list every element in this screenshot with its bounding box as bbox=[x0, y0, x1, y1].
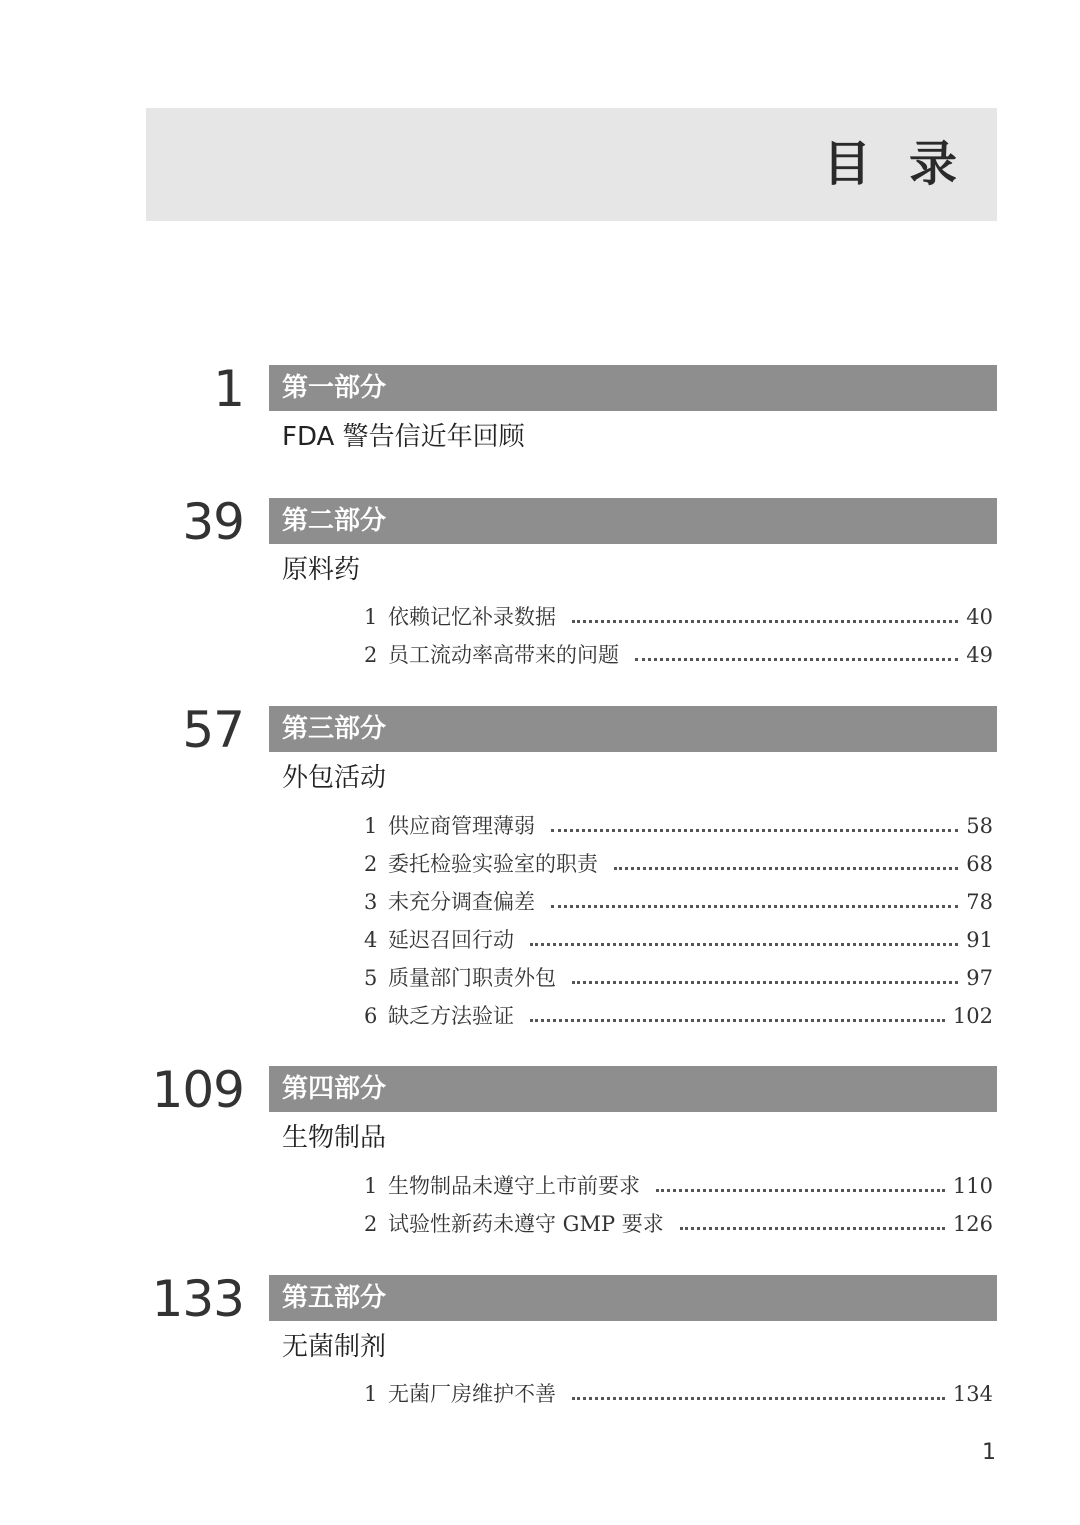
toc-chapter-entry[interactable] bbox=[364, 1378, 993, 1408]
dot-leader bbox=[680, 1227, 945, 1230]
dot-leader bbox=[572, 620, 958, 623]
part-subtitle[interactable]: 生物制品 bbox=[282, 1123, 387, 1153]
part-subtitle[interactable]: 原料药 bbox=[282, 555, 361, 585]
part-bar bbox=[269, 1066, 997, 1112]
dot-leader bbox=[551, 829, 958, 832]
part-page-number: 39 bbox=[182, 493, 244, 551]
chapter-title: 依赖记忆补录数据 bbox=[388, 605, 556, 629]
chapter-title: 延迟召回行动 bbox=[388, 928, 514, 952]
chapter-page: 91 bbox=[966, 928, 993, 952]
part-label: 第三部分 bbox=[282, 714, 387, 744]
chapter-title: 无菌厂房维护不善 bbox=[388, 1382, 556, 1406]
dot-leader bbox=[551, 905, 958, 908]
part-page-number: 1 bbox=[213, 360, 244, 418]
chapter-page: 110 bbox=[952, 1174, 993, 1198]
toc-chapter-entry[interactable] bbox=[364, 1170, 993, 1200]
chapter-number: 4 bbox=[364, 928, 378, 952]
part-page-number: 57 bbox=[182, 701, 244, 759]
part-label: 第五部分 bbox=[282, 1283, 387, 1313]
chapter-title: 质量部门职责外包 bbox=[388, 966, 556, 990]
part-bar bbox=[269, 706, 997, 752]
chapter-number: 1 bbox=[364, 814, 378, 838]
part-bar bbox=[269, 365, 997, 411]
chapter-title: 生物制品未遵守上市前要求 bbox=[388, 1174, 640, 1198]
chapter-page: 58 bbox=[966, 814, 993, 838]
chapter-page: 97 bbox=[966, 966, 993, 990]
dot-leader bbox=[572, 1397, 945, 1400]
part-bar bbox=[269, 498, 997, 544]
toc-chapter-entry[interactable] bbox=[364, 1000, 993, 1030]
chapter-number: 5 bbox=[364, 966, 378, 990]
chapter-number: 1 bbox=[364, 1382, 378, 1406]
dot-leader bbox=[656, 1189, 945, 1192]
part-subtitle[interactable]: 外包活动 bbox=[282, 763, 387, 793]
dot-leader bbox=[572, 981, 958, 984]
chapter-number: 2 bbox=[364, 643, 378, 667]
chapter-page: 68 bbox=[966, 852, 993, 876]
chapter-page: 102 bbox=[952, 1004, 993, 1028]
chapter-page: 40 bbox=[966, 605, 993, 629]
chapter-page: 126 bbox=[952, 1212, 993, 1236]
chapter-title: 缺乏方法验证 bbox=[388, 1004, 514, 1028]
chapter-title: 试验性新药未遵守 GMP 要求 bbox=[388, 1212, 664, 1236]
chapter-page: 134 bbox=[952, 1382, 993, 1406]
chapter-title: 委托检验实验室的职责 bbox=[388, 852, 598, 876]
dot-leader bbox=[530, 1019, 945, 1022]
part-page-number: 133 bbox=[151, 1270, 244, 1328]
toc-chapter-entry[interactable] bbox=[364, 848, 993, 878]
toc-chapter-entry[interactable] bbox=[364, 639, 993, 669]
chapter-page: 78 bbox=[966, 890, 993, 914]
toc-chapter-entry[interactable] bbox=[364, 924, 993, 954]
toc-chapter-entry[interactable] bbox=[364, 886, 993, 916]
part-label: 第二部分 bbox=[282, 506, 387, 536]
part-label: 第一部分 bbox=[282, 373, 387, 403]
dot-leader bbox=[614, 867, 958, 870]
chapter-number: 2 bbox=[364, 852, 378, 876]
toc-title: 目录 bbox=[822, 136, 995, 192]
chapter-number: 3 bbox=[364, 890, 378, 914]
page-number: 1 bbox=[982, 1440, 996, 1465]
toc-chapter-entry[interactable] bbox=[364, 1208, 993, 1238]
part-page-number: 109 bbox=[151, 1061, 244, 1119]
dot-leader bbox=[530, 943, 958, 946]
chapter-page: 49 bbox=[966, 643, 993, 667]
chapter-number: 2 bbox=[364, 1212, 378, 1236]
toc-title-band bbox=[146, 108, 997, 221]
chapter-title: 未充分调查偏差 bbox=[388, 890, 535, 914]
part-bar bbox=[269, 1275, 997, 1321]
chapter-title: 供应商管理薄弱 bbox=[388, 814, 535, 838]
part-subtitle[interactable]: FDA 警告信近年回顾 bbox=[282, 422, 525, 452]
toc-chapter-entry[interactable] bbox=[364, 601, 993, 631]
toc-chapter-entry[interactable] bbox=[364, 810, 993, 840]
chapter-number: 6 bbox=[364, 1004, 378, 1028]
chapter-title: 员工流动率高带来的问题 bbox=[388, 643, 619, 667]
part-subtitle[interactable]: 无菌制剂 bbox=[282, 1332, 387, 1362]
dot-leader bbox=[635, 658, 958, 661]
toc-chapter-entry[interactable] bbox=[364, 962, 993, 992]
chapter-number: 1 bbox=[364, 1174, 378, 1198]
part-label: 第四部分 bbox=[282, 1074, 387, 1104]
chapter-number: 1 bbox=[364, 605, 378, 629]
